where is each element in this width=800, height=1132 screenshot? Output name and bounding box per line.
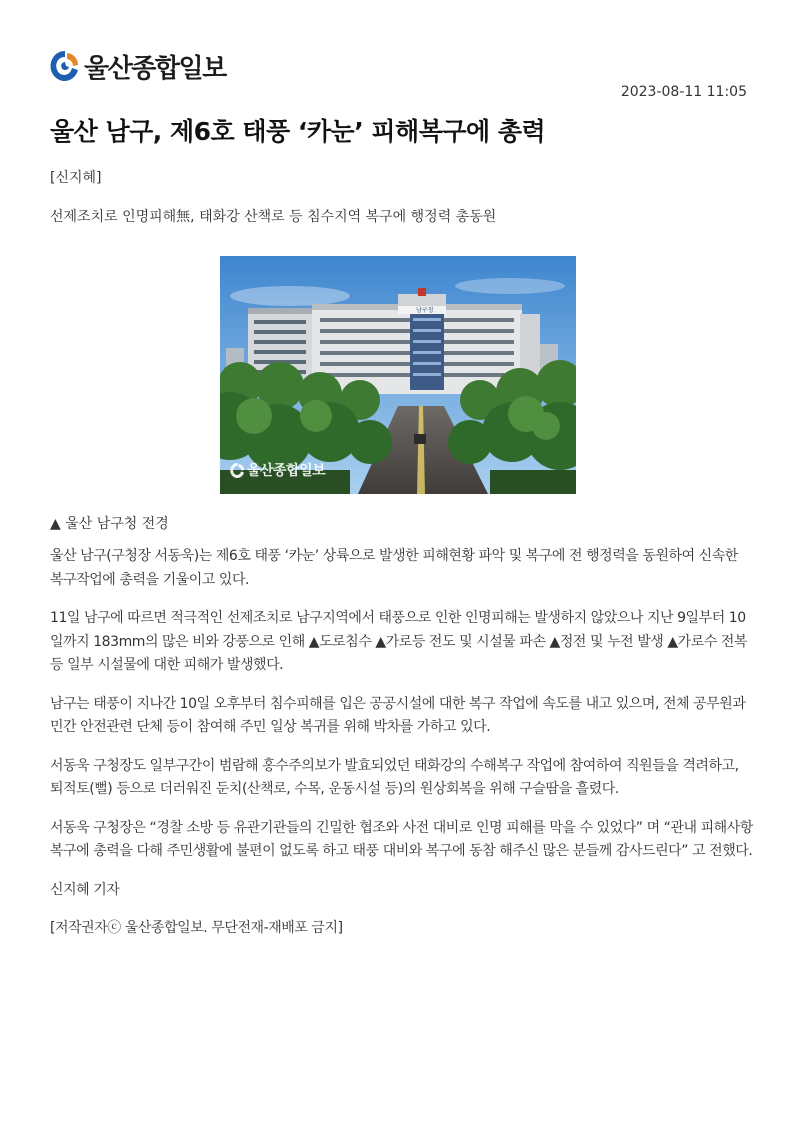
article-paragraph: 서동욱 구청장은 “경찰 소방 등 유관기관들의 긴밀한 협조와 사전 대비로 인명 피해를 막을 수 있었다” 며 “관내 피해사항 복구에 총력을 다해 주민생활에 불편이 없도록 하고 태풍 대비와 복구에 동참 해주신 많은 분들께 감사드린다” 고 전했다. xyxy=(50,819,753,859)
article-photo xyxy=(220,256,576,494)
article-byline: [신지혜] xyxy=(50,170,102,186)
article-paragraph: 울산 남구(구청장 서동욱)는 제6호 태풍 ‘카눈’ 상륙으로 발생한 피해현황 파악 및 복구에 전 행정력을 동원하여 신속한 복구작업에 총력을 기울이고 있다. xyxy=(50,548,738,588)
photo-watermark xyxy=(230,460,325,480)
article-body xyxy=(50,545,753,956)
building-sign: 남구청 xyxy=(416,307,434,314)
nam-gu-office-photo xyxy=(220,256,576,494)
newspaper-logo[interactable] xyxy=(50,46,226,86)
newspaper-logo-icon xyxy=(50,49,80,83)
article-timestamp: 2023-08-11 11:05 xyxy=(620,84,747,100)
watermark-text: 울산종합일보 xyxy=(247,463,326,479)
reporter-name: 신지혜 기자 xyxy=(50,881,120,898)
article-paragraph: 남구는 태풍이 지나간 10일 오후부터 침수피해를 입은 공공시설에 대한 복구 작업에 속도를 내고 있으며, 전체 공무원과 민간 안전관련 단체 등이 참여해 주민 일상 복귀를 위해 박차를 가하고 있다. xyxy=(50,695,746,735)
article-paragraph: 서동욱 구청장도 일부구간이 범람해 홍수주의보가 발효되었던 태화강의 수해복구 작업에 참여하여 직원들을 격려하고, 퇴적토(뻘) 등으로 더러워진 둔치(산책로, 수목, 운동시설 등)의 원상회복을 위해 구슬땀을 흘렸다. xyxy=(50,757,739,797)
newspaper-name: 울산종합일보 xyxy=(84,53,226,84)
article-paragraph: 11일 남구에 따르면 적극적인 선제조치로 남구지역에서 태풍으로 인한 인명피해는 발생하지 않았으나 지난 9일부터 10일까지 183mm의 많은 비와 강풍으로 인해 ▲도로침수 ▲가로등 전도 및 시설물 파손 ▲정전 및 누전 발생 ▲가로수 전복 등 일부 시설물에 대한 피해가 발생했다. xyxy=(50,610,748,673)
article-headline: 울산 남구, 제6호 태풍 ‘카눈’ 피해복구에 총력 xyxy=(50,117,546,146)
photo-caption: ▲ 울산 남구청 전경 xyxy=(50,516,169,532)
watermark-logo-icon xyxy=(230,462,245,479)
article-subheadline: 선제조치로 인명피해無, 태화강 산책로 등 침수지역 복구에 행정력 총동원 xyxy=(50,209,497,225)
copyright-notice: [저작권자ⓒ 울산종합일보. 무단전재-재배포 금지] xyxy=(50,920,343,936)
